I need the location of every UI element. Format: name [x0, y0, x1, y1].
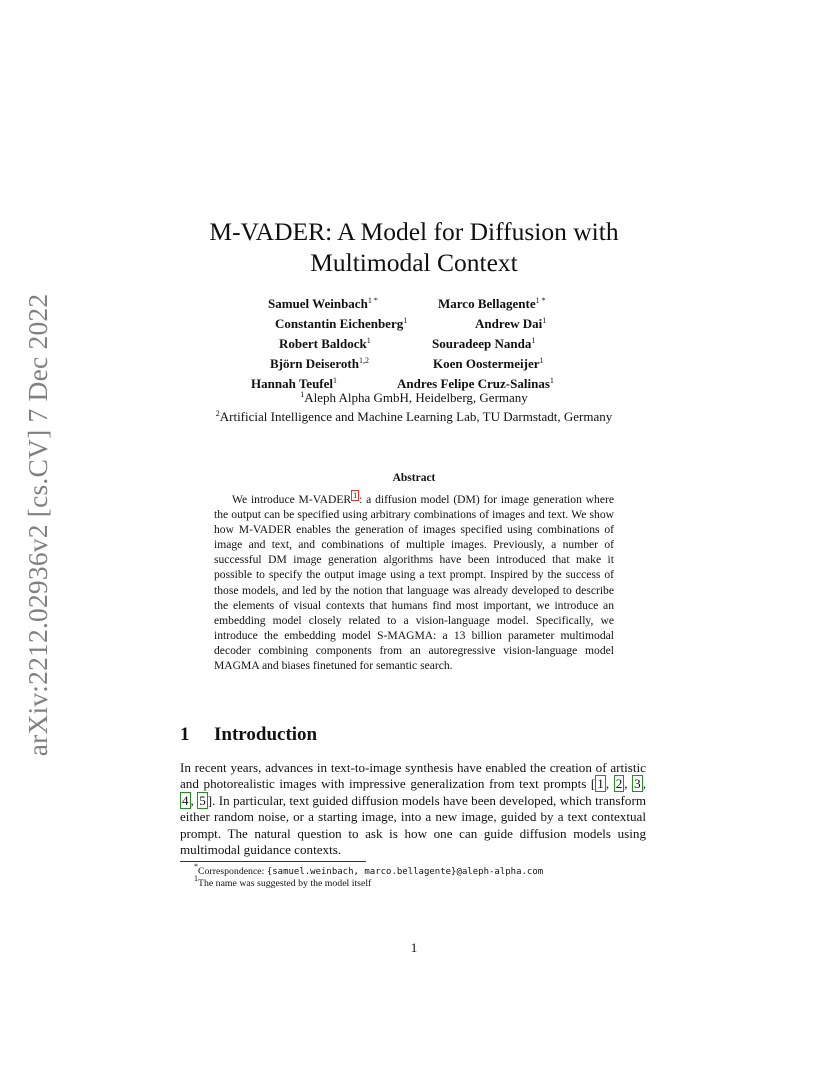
footnotes [194, 862, 644, 890]
footnote-link[interactable]: 1 [353, 491, 358, 500]
author-row [140, 294, 688, 314]
author-list [140, 294, 688, 394]
author: Robert Baldock$^1$ [279, 336, 371, 351]
abstract-heading: Abstract [392, 472, 436, 484]
author-row [140, 314, 688, 334]
citation-link[interactable]: 3 [634, 776, 641, 792]
citation-link[interactable]: 4 [182, 792, 189, 808]
author-row [140, 354, 688, 374]
affiliation: $^2$Artificial Intelligence and Machine Learning Lab, TU Darmstadt, Germany [215, 409, 613, 424]
author: Samuel Weinbach$^{1 *}$ [268, 296, 378, 311]
section-title: Introduction [214, 724, 318, 745]
author: Andrew Dai$^1$ [475, 316, 547, 331]
author-row [140, 334, 688, 354]
title-line-1: M-VADER: A Model for Diffusion with [209, 217, 619, 246]
citation-link[interactable]: 1 [597, 776, 604, 792]
section-heading [180, 724, 317, 746]
author: Souradeep Nanda$^1$ [432, 336, 536, 351]
affiliation: $^1$Aleph Alpha GmbH, Heidelberg, Germany [300, 390, 528, 405]
section-number: 1 [180, 724, 190, 745]
author: Koen Oostermeijer$^1$ [433, 356, 544, 371]
footnote-correspondence: *Correspondence: {samuel.weinbach, marco.bellagente}@aleph-alpha.com [194, 862, 544, 877]
title-line-2: Multimodal Context [310, 248, 518, 277]
introduction-paragraph: In recent years, advances in text-to-image synthesis have enabled the creation of artistic and photorealistic images with impressive generalization from text prompts [ 1 , 2 , 3 , 4 , 5 ]. In particular, text guided diffusion models have been developed, which transform either random noise, or a starting image, into a new image, guided by a text contextual prompt. The natural question to ask is how one can guide diffusion models using multimodal guidance contexts. [180, 760, 646, 858]
paper-title [150, 216, 678, 278]
arxiv-identifier: arXiv:2212.02936v2 [cs.CV] 7 Dec 2022 [22, 293, 53, 757]
author: Marco Bellagente$^{1 *}$ [438, 296, 546, 311]
author: Hannah Teufel$^1$ [251, 376, 338, 391]
footnote-rule [180, 861, 366, 862]
citation-link[interactable]: 5 [199, 792, 206, 808]
author: Andres Felipe Cruz-Salinas$^1$ [397, 376, 554, 391]
author: Constantin Eichenberg$^1$ [275, 316, 408, 331]
page-number: 1 [410, 940, 418, 955]
author: Björn Deiseroth$^{1,2}$ [270, 356, 369, 371]
abstract-text: We introduce M-VADER $^1$ : a diffusion model (DM) for image generation where the output can be specified using arbitrary combinations of images and text. We show how M-VADER enables the generation of images specified using combinations of image and text, and combinations of multiple images. Previously, a number of successful DM image generation algorithms have been introduced that make it possible to specify the output image using a text prompt. Inspired by the success of those models, and led by the notion that language was already developed to describe the elements of visual contexts that humans find most important, we introduce an embedding model closely related to a vision-language model. Specifically, we introduce the embedding model S-MAGMA: a 13 billion parameter multimodal decoder combining components from an autoregressive vision-language model MAGMA and biases finetuned for semantic search. [214, 491, 614, 673]
footnote-name-origin: $^1$The name was suggested by the model itself [194, 874, 372, 889]
arxiv-side-stamp [6, 290, 70, 760]
citation-link[interactable]: 2 [615, 776, 623, 792]
